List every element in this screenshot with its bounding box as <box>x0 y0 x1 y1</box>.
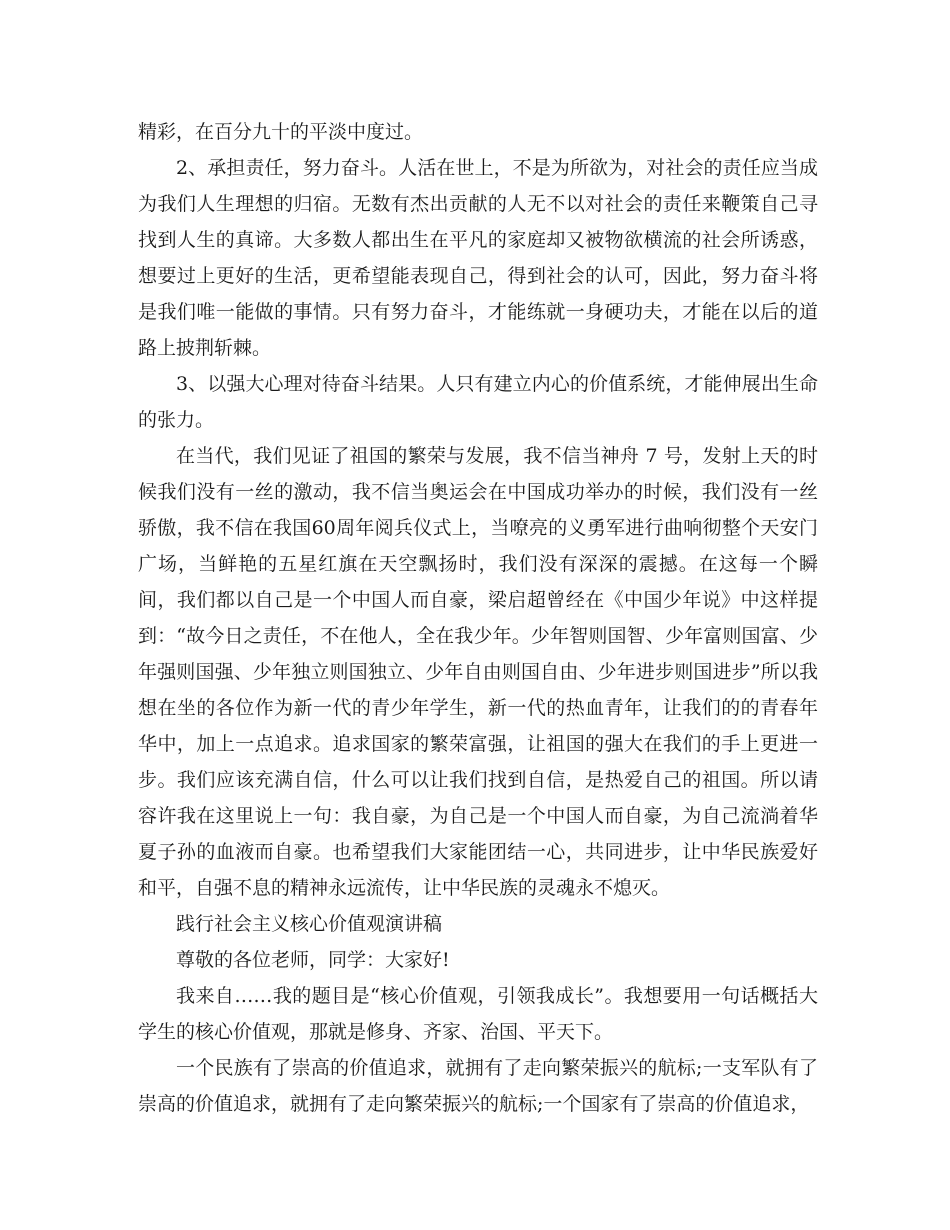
speech-title: 践行社会主义核心价值观演讲稿 <box>176 913 443 935</box>
paragraph-mindset: 3、以强大心理对待奋斗结果。人只有建立内心的价值系统，才能伸展出生命的张力。 <box>138 373 818 431</box>
paragraph-continuation: 精彩，在百分九十的平淡中度过。 <box>138 121 424 143</box>
paragraph-speech-intro: 我来自……我的题目是“核心价值观，引领我成长”。我想要用一句话概括大学生的核心价值观，那就是修身、齐家、治国、平天下。 <box>138 985 818 1043</box>
document-body <box>138 114 818 1122</box>
paragraph-patriotism: 在当代，我们见证了祖国的繁荣与发展，我不信当神舟 7 号，发射上天的时候我们没有一丝的激动，我不信当奥运会在中国成功举办的时候，我们没有一丝骄傲，我不信在我国60周年阅兵仪式上，当嘹亮的义勇军进行曲响彻整个天安门广场，当鲜艳的五星红旗在天空飘扬时，我们没有深深的震撼。在这每一个瞬间，我们都以自己是一个中国人而自豪，梁启超曾经在《中国少年说》中这样提到：“故今日之责任，不在他人，全在我少年。少年智则国智、少年富则国富、少年强则国强、少年独立则国独立、少年自由则国自由、少年进步则国进步”所以我想在坐的各位作为新一代的青少年学生，新一代的热血青年，让我们的的青春年华中，加上一点追求。追求国家的繁荣富强，让祖国的强大在我们的手上更进一步。我们应该充满自信，什么可以让我们找到自信，是热爱自己的祖国。所以请容许我在这里说上一句：我自豪，为自己是一个中国人而自豪，为自己流淌着华夏子孙的血液而自豪。也希望我们大家能团结一心，共同进步，让中华民族爱好和平，自强不息的精神永远流传，让中华民族的灵魂永不熄灭。 <box>138 445 818 899</box>
paragraph-responsibility: 2、承担责任，努力奋斗。人活在世上，不是为所欲为，对社会的责任应当成为我们人生理想的归宿。无数有杰出贡献的人无不以对社会的责任来鞭策自己寻找到人生的真谛。大多数人都出生在平凡的家庭却又被物欲横流的社会所诱惑，想要过上更好的生活，更希望能表现自己，得到社会的认可，因此，努力奋斗将是我们唯一能做的事情。只有努力奋斗，才能练就一身硬功夫，才能在以后的道路上披荆斩棘。 <box>138 157 818 359</box>
speech-greeting: 尊敬的各位老师，同学：大家好! <box>176 949 450 971</box>
paragraph-value-pursuit: 一个民族有了崇高的价值追求，就拥有了走向繁荣振兴的航标;一支军队有了崇高的价值追求，就拥有了走向繁荣振兴的航标;一个国家有了崇高的价值追求， <box>138 1057 818 1115</box>
